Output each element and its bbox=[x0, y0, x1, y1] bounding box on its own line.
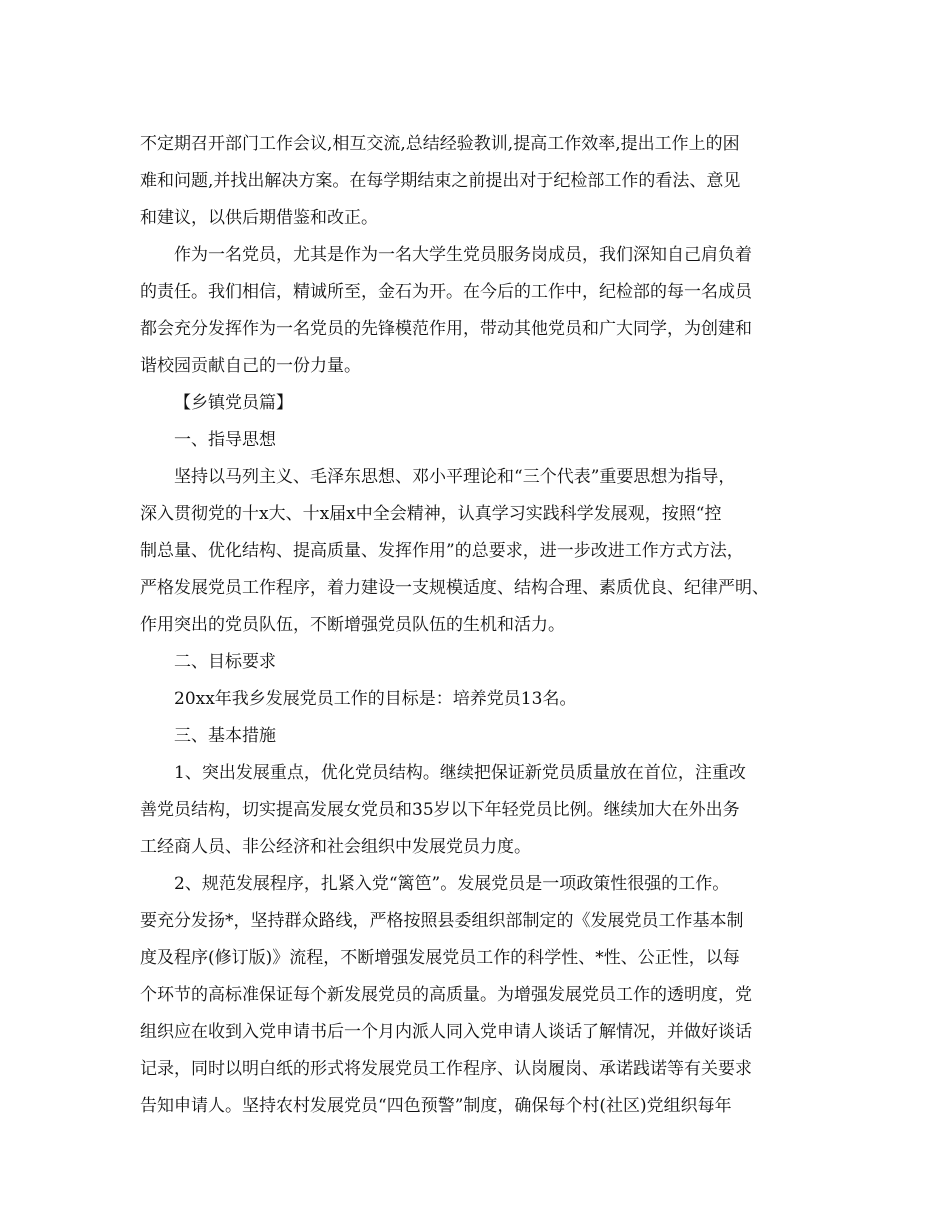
text-line: 1、突出发展重点，优化党员结构。继续把保证新党员质量放在首位，注重改 bbox=[174, 763, 746, 783]
text-line: 难和问题,并找出解决方案。在每学期结束之前提出对于纪检部工作的看法、意见 bbox=[140, 171, 741, 191]
subsection-heading: 三、基本措施 bbox=[174, 726, 276, 746]
text-line: 和建议，以供后期借鉴和改正。 bbox=[140, 208, 378, 228]
text-line: 个环节的高标准保证每个新发展党员的高质量。为增强发展党员工作的透明度，党 bbox=[140, 985, 752, 1005]
text-line: 不定期召开部门工作会议,相互交流,总结经验教训,提高工作效率,提出工作上的困 bbox=[140, 134, 740, 154]
text-line: 作用突出的党员队伍，不断增强党员队伍的生机和活力。 bbox=[140, 615, 565, 635]
text-line: 深入贯彻党的十x大、十x届x中全会精神，认真学习实践科学发展观，按照“控 bbox=[140, 504, 722, 524]
text-line: 制总量、优化结构、提高质量、发挥作用”的总要求，进一步改进工作方式方法， bbox=[140, 541, 744, 561]
text-line: 2、规范发展程序，扎紧入党“篱笆”。发展党员是一项政策性很强的工作。 bbox=[174, 874, 730, 894]
text-line: 严格发展党员工作程序，着力建设一支规模适度、结构合理、素质优良、纪律严明、 bbox=[140, 578, 769, 598]
text-line: 工经商人员、非公经济和社会组织中发展党员力度。 bbox=[140, 837, 531, 857]
text-line: 要充分发扬*，坚持群众路线，严格按照县委组织部制定的《发展党员工作基本制 bbox=[140, 911, 744, 931]
text-line: 20xx年我乡发展党员工作的目标是：培养党员13名。 bbox=[174, 689, 577, 709]
text-line: 都会充分发挥作为一名党员的先锋模范作用，带动其他党员和广大同学，为创建和 bbox=[140, 319, 752, 339]
subsection-heading: 二、目标要求 bbox=[174, 652, 276, 672]
text-line: 告知申请人。坚持农村发展党员“四色预警”制度，确保每个村(社区)党组织每年 bbox=[140, 1096, 732, 1116]
text-line: 组织应在收到入党申请书后一个月内派人同入党申请人谈话了解情况，并做好谈话 bbox=[140, 1022, 752, 1042]
subsection-heading: 一、指导思想 bbox=[174, 430, 276, 450]
text-line: 坚持以马列主义、毛泽东思想、邓小平理论和“三个代表”重要思想为指导， bbox=[174, 467, 736, 487]
text-line: 记录，同时以明白纸的形式将发展党员工作程序、认岗履岗、承诺践诺等有关要求 bbox=[140, 1059, 752, 1079]
text-line: 作为一名党员，尤其是作为一名大学生党员服务岗成员，我们深知自己肩负着 bbox=[174, 245, 752, 265]
section-heading: 【乡镇党员篇】 bbox=[174, 393, 293, 413]
text-line: 度及程序(修订版)》流程，不断增强发展党员工作的科学性、*性、公正性，以每 bbox=[140, 948, 740, 968]
text-line: 的责任。我们相信，精诚所至，金石为开。在今后的工作中，纪检部的每一名成员 bbox=[140, 282, 752, 302]
text-line: 善党员结构，切实提高发展女党员和35岁以下年轻党员比例。继续加大在外出务 bbox=[140, 800, 740, 820]
text-line: 谐校园贡献自己的一份力量。 bbox=[140, 356, 361, 376]
